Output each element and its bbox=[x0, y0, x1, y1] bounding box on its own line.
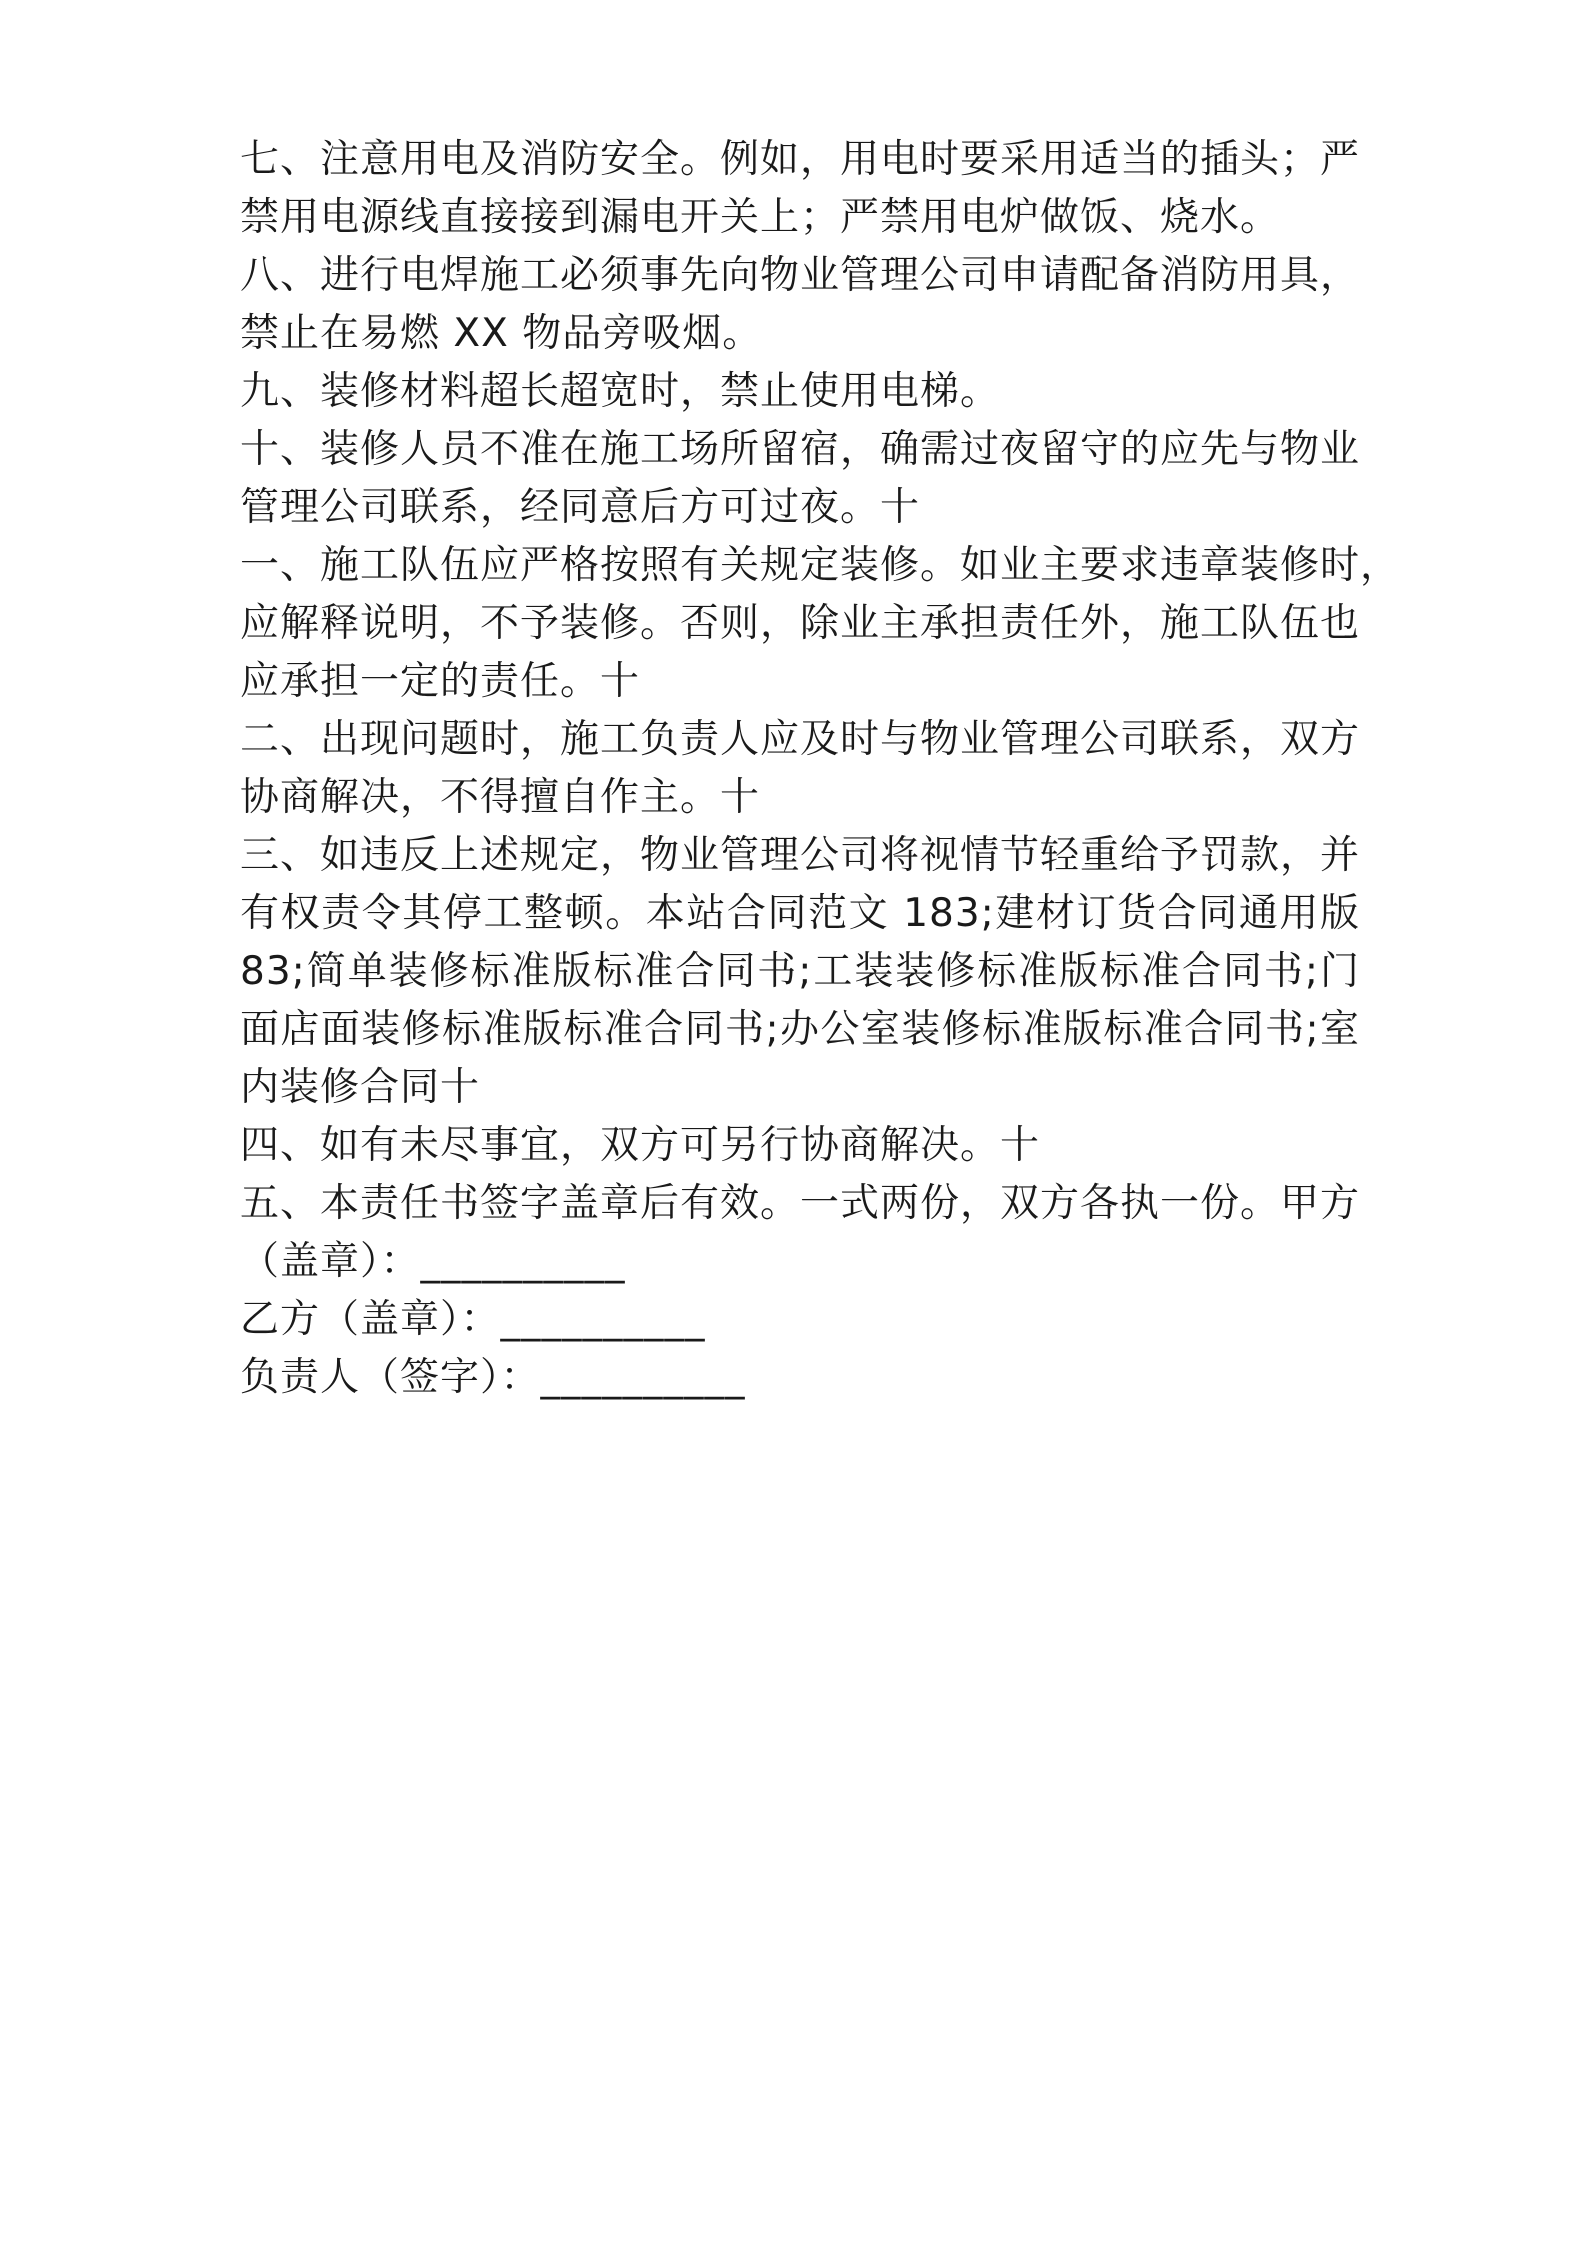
party-b-seal-blank: __________ bbox=[500, 1297, 706, 1342]
clause-13-line-2: 有权责令其停工整顿。本站合同范文 183;建材订货合同通用版 bbox=[240, 891, 1360, 936]
clause-11-line-2: 应解释说明，不予装修。否则，除业主承担责任外，施工队伍也 bbox=[240, 601, 1361, 646]
clause-13-line-5: 内装修合同十 bbox=[240, 1065, 481, 1110]
clause-10-line-1: 十、装修人员不准在施工场所留宿，确需过夜留守的应先与物业 bbox=[240, 427, 1361, 472]
clause-7-line-2: 禁用电源线直接接到漏电开关上；严禁用电炉做饭、烧水。 bbox=[240, 195, 1281, 240]
clause-10-line-2: 管理公司联系，经同意后方可过夜。十 bbox=[240, 485, 921, 530]
clause-7-line-1: 七、注意用电及消防安全。例如，用电时要采用适当的插头；严 bbox=[240, 137, 1361, 182]
clause-13-line-4: 面店面装修标准版标准合同书;办公室装修标准版标准合同书;室 bbox=[240, 1007, 1360, 1052]
clause-13-line-1: 三、如违反上述规定，物业管理公司将视情节轻重给予罚款，并 bbox=[240, 833, 1361, 878]
clause-14-line-1: 四、如有未尽事宜，双方可另行协商解决。十 bbox=[240, 1123, 1041, 1168]
document-page bbox=[240, 0, 1401, 2244]
clause-12-line-1: 二、出现问题时，施工负责人应及时与物业管理公司联系，双方 bbox=[240, 717, 1361, 762]
party-b-signature-line bbox=[240, 1294, 1360, 1346]
clause-13-line-3: 83;简单装修标准版标准合同书;工装装修标准版标准合同书;门 bbox=[240, 949, 1360, 994]
party-a-seal-blank: __________ bbox=[420, 1239, 626, 1284]
party-a-signature-line bbox=[240, 1236, 1360, 1288]
responsible-person-blank: __________ bbox=[540, 1355, 746, 1400]
clause-11-line-3: 应承担一定的责任。十 bbox=[240, 659, 641, 704]
clause-11-line-1: 一、施工队伍应严格按照有关规定装修。如业主要求违章装修时， bbox=[240, 543, 1401, 588]
clause-12-line-2: 协商解决，不得擅自作主。十 bbox=[240, 775, 761, 820]
party-b-seal-label: 乙方（盖章）： bbox=[240, 1297, 501, 1342]
clause-9-line-1: 九、装修材料超长超宽时，禁止使用电梯。 bbox=[240, 369, 1001, 414]
clause-8-line-1: 八、进行电焊施工必须事先向物业管理公司申请配备消防用具， bbox=[240, 253, 1361, 298]
party-a-seal-label: （盖章）： bbox=[240, 1239, 421, 1284]
responsible-person-label: 负责人（签字）： bbox=[240, 1355, 541, 1400]
clause-15-line-1: 五、本责任书签字盖章后有效。一式两份，双方各执一份。甲方 bbox=[240, 1181, 1361, 1226]
responsible-person-signature-line bbox=[240, 1352, 1360, 1404]
clause-8-line-2: 禁止在易燃 XX 物品旁吸烟。 bbox=[240, 311, 763, 356]
